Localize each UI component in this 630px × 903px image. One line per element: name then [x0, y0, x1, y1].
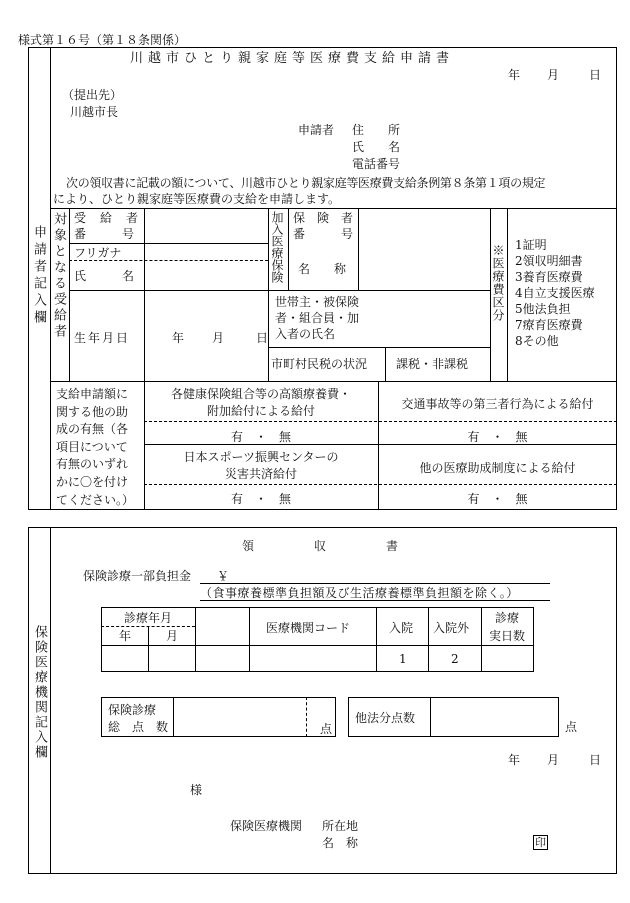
- target-recipient-label: 対象となる受給者: [51, 212, 66, 340]
- table-outpatient-header: 入院外: [433, 621, 470, 635]
- copay-note: （食事療養標準負担額及び生活療養標準負担額を除く。）: [200, 586, 519, 600]
- table-days-header-1: 診療: [495, 611, 520, 625]
- birthdate-label: 生年月日: [74, 331, 131, 345]
- receipt-date-year: 年: [508, 753, 521, 767]
- yes-no-2[interactable]: 有 ・ 無: [467, 430, 528, 444]
- applicant-phone: 電話番号: [352, 157, 401, 171]
- total-points-label-1: 保険診療: [108, 703, 157, 717]
- table-outpatient-value: 2: [451, 652, 459, 666]
- submit-to: （提出先）: [62, 88, 123, 102]
- birth-month: 月: [212, 331, 225, 345]
- doc-class-item: 5他法負担: [515, 302, 571, 316]
- tax-status-label: 市町村民税の状況: [271, 357, 368, 371]
- recipient-number-label-2: 番 号: [74, 227, 135, 241]
- date-day: 日: [589, 68, 602, 82]
- form-number: 様式第１６号（第１８条関係）: [18, 33, 187, 47]
- table-year-sub: 年: [119, 629, 132, 643]
- copay-label: 保険診療一部負担金: [83, 569, 192, 583]
- total-points-unit: 点: [320, 722, 333, 736]
- doc-class-item: 8その他: [515, 334, 559, 348]
- table-month-header: 診療年月: [124, 611, 173, 625]
- date-month: 月: [547, 68, 560, 82]
- table-inpatient-value: 1: [399, 652, 407, 666]
- receipt-date-month: 月: [547, 753, 560, 767]
- other-points-label: 他法分点数: [355, 711, 416, 725]
- doc-class-item: 7療育医療費: [515, 318, 583, 332]
- recipient-number-label-1: 受 給 者: [74, 211, 140, 225]
- table-inpatient-header: 入院: [389, 621, 414, 635]
- doc-class-item: 1証明: [515, 238, 547, 252]
- aid-health-insurance: 各健康保険組合等の高額療養費・ 附加給付による給付: [170, 387, 351, 418]
- yes-no-3[interactable]: 有 ・ 無: [230, 492, 291, 506]
- other-points-unit: 点: [565, 720, 578, 734]
- doc-class-item: 3養育医療費: [515, 270, 583, 284]
- tax-options: 課税・非課税: [396, 357, 469, 371]
- insurance-label: 加入医療保険: [270, 211, 284, 283]
- aid-sports-center: 日本スポーツ振興センターの 災害共済給付: [183, 450, 339, 481]
- statement-line-1: 次の領収書に記載の額について、川越市ひとり親家庭等医療費支給条例第８条第１項の規定: [66, 176, 546, 190]
- honorific: 様: [190, 783, 203, 797]
- household-label-2: 者・組合員・加: [275, 311, 360, 325]
- institution-label: 保険医療機関: [230, 819, 303, 833]
- receipt-title: 領 収 書: [242, 539, 399, 553]
- institution-name-label: 名 称: [322, 836, 359, 850]
- section-applicant-label: 申請者記入欄: [31, 225, 46, 327]
- page-title: 川越市ひとり親家庭等医療費支給申請書: [130, 51, 455, 66]
- doc-class-item: 2領収明細書: [515, 254, 583, 268]
- birth-year: 年: [172, 331, 185, 345]
- total-points-label-2: 総 点 数: [108, 720, 169, 734]
- copay-currency: ￥: [217, 569, 230, 583]
- mayor: 川越市長: [70, 105, 119, 119]
- table-month-sub: 月: [166, 629, 179, 643]
- insurer-name-label: 名 称: [298, 262, 347, 276]
- insurer-number-label-2: 番 号: [293, 227, 354, 241]
- institution-address-label: 所在地: [322, 819, 359, 833]
- statement-line-2: により、ひとり親家庭等医療費の支給を申請します。: [53, 192, 341, 206]
- applicant-label: 申請者: [298, 123, 335, 137]
- yes-no-4[interactable]: 有 ・ 無: [467, 492, 528, 506]
- aid-third-party: 交通事故等の第三者行為による給付: [401, 397, 594, 411]
- section-medical-label: 保険医療機関記入欄: [32, 625, 47, 760]
- birth-day: 日: [256, 331, 269, 345]
- insurer-number-label-1: 保 険 者: [293, 211, 354, 225]
- date-year: 年: [508, 68, 521, 82]
- doc-class-item: 4自立支援医療: [515, 286, 595, 300]
- table-code-header: 医療機関コード: [266, 621, 351, 635]
- household-label-3: 入者の氏名: [275, 327, 336, 341]
- doc-class-label: ※医療費区分: [491, 244, 505, 322]
- furigana-label: フリガナ: [74, 246, 122, 260]
- aid-other-medical: 他の医療助成制度による給付: [419, 461, 576, 475]
- applicant-name: 氏 名: [352, 140, 401, 154]
- household-label-1: 世帯主・被保険: [275, 295, 360, 309]
- receipt-date-day: 日: [589, 753, 602, 767]
- doc-class-list: [515, 237, 595, 349]
- table-days-header-2: 実日数: [489, 629, 526, 643]
- name-label: 氏 名: [74, 269, 135, 283]
- other-aid-note: 支給申請額に 関する他の助 成の有無（各 項目について 有無のいずれ かに〇を付け てください。）: [56, 387, 135, 507]
- seal-mark: 印: [535, 836, 546, 849]
- applicant-address: 住 所: [352, 123, 401, 137]
- yes-no-1[interactable]: 有 ・ 無: [230, 430, 291, 444]
